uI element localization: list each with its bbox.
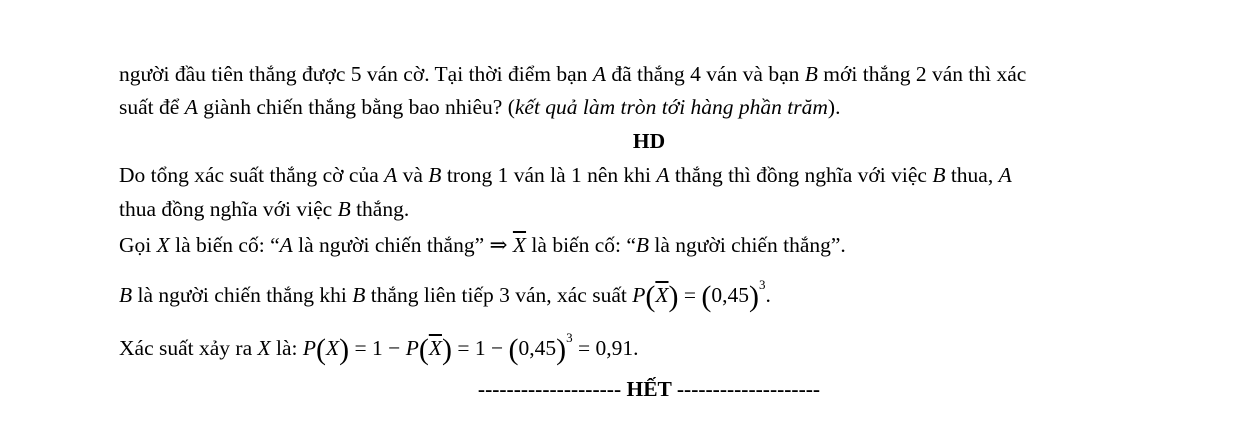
- var-a: A: [656, 163, 670, 187]
- text: người đầu tiên thắng được 5 ván cờ. Tại thời điểm bạn: [119, 62, 593, 86]
- text: là biến cố: “: [526, 233, 636, 257]
- var-a: A: [384, 163, 398, 187]
- text: thua,: [945, 163, 999, 187]
- text: Gọi: [119, 233, 157, 257]
- text: Xác suất xảy ra: [119, 336, 258, 360]
- text: trong 1 ván là 1 nên khi: [441, 163, 657, 187]
- solution-heading: HD: [632, 129, 666, 153]
- problem-line-1: [119, 64, 1026, 86]
- text: Do tổng xác suất thắng cờ của: [119, 163, 385, 187]
- text: thua đồng nghĩa với việc: [119, 197, 338, 221]
- text: .: [765, 283, 771, 307]
- var-a: A: [592, 62, 606, 86]
- var-b: B: [635, 233, 650, 257]
- var-a: A: [279, 233, 293, 257]
- text: thắng liên tiếp 3 ván, xác suất: [365, 283, 633, 307]
- text: là:: [270, 336, 303, 360]
- solution-line-5: [119, 331, 639, 365]
- var-b: B: [932, 163, 946, 187]
- problem-line-2: [119, 97, 840, 119]
- result-formula: $P(X) = 1 - P(\overline{X}) = 1 - (0,45)^3 = 0,91$: [302, 330, 634, 366]
- text: thắng thì đồng nghĩa với việc: [669, 163, 933, 187]
- var-x: X: [156, 233, 170, 257]
- solution-line-4: [119, 278, 771, 312]
- solution-line-2: [119, 199, 409, 221]
- end-label: HẾT: [626, 377, 672, 401]
- var-b: B: [428, 163, 442, 187]
- var-b: B: [337, 197, 351, 221]
- text: suất để: [119, 95, 185, 119]
- end-marker: [119, 379, 1179, 401]
- var-x: X: [257, 336, 271, 360]
- text: là biến cố: “: [169, 233, 280, 257]
- dashes-left: --------------------: [477, 377, 622, 401]
- text: và: [397, 163, 429, 187]
- text: là người chiến thắng khi: [132, 283, 353, 307]
- text: .: [633, 336, 639, 360]
- italic-note: kết quả làm tròn tới hàng phần trăm: [514, 95, 828, 119]
- var-a: A: [184, 95, 198, 119]
- text: là người chiến thắng”.: [649, 233, 846, 257]
- dashes-right: --------------------: [676, 377, 821, 401]
- var-b: B: [352, 283, 366, 307]
- text: đã thắng 4 ván và bạn: [605, 62, 805, 86]
- text: mới thắng 2 ván thì xác: [817, 62, 1027, 86]
- var-x-bar: $\overline{X}$: [512, 233, 527, 257]
- text: là người chiến thắng”: [292, 233, 490, 257]
- var-b: B: [119, 283, 133, 307]
- probability-formula: $P(\overline{X}) = (0,45)^3$: [632, 277, 766, 313]
- solution-line-1: [119, 165, 1012, 187]
- var-b: B: [804, 62, 818, 86]
- implies-arrow: ⇒: [489, 233, 508, 257]
- text: ).: [827, 95, 841, 119]
- var-a: A: [998, 163, 1012, 187]
- text: giành chiến thắng bằng bao nhiêu? (: [197, 95, 515, 119]
- solution-line-3: [119, 235, 846, 257]
- text: thắng.: [350, 197, 410, 221]
